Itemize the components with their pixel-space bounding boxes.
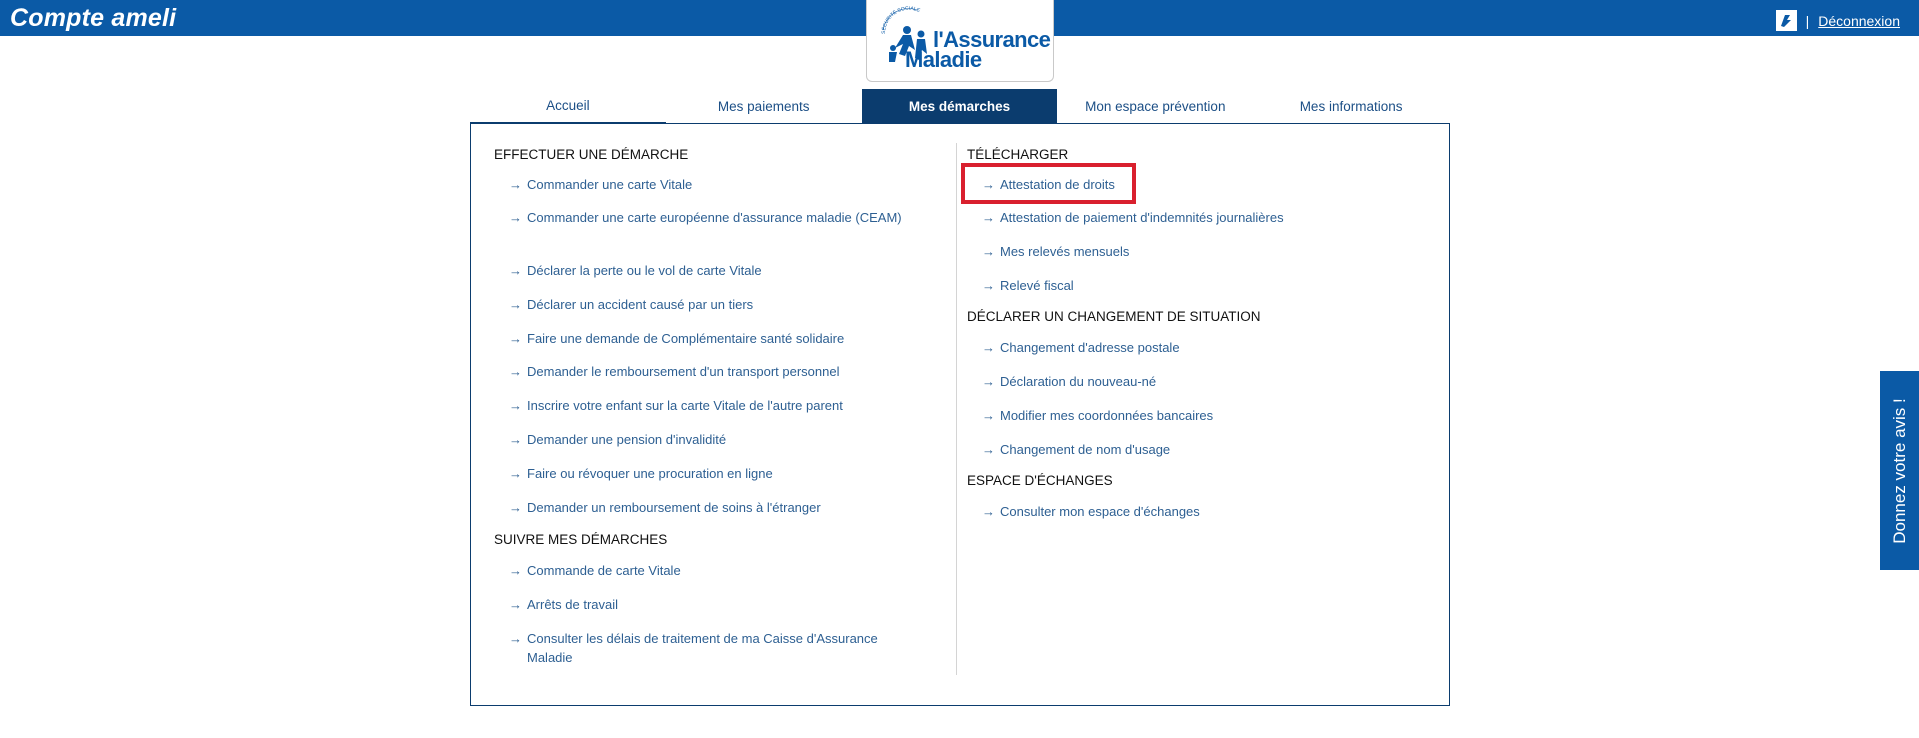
- column-divider: [956, 143, 957, 675]
- section-title-changement: DÉCLARER UN CHANGEMENT DE SITUATION: [967, 309, 1261, 324]
- arrow-right-icon: →: [982, 442, 995, 457]
- tab-mes-paiements[interactable]: Mes paiements: [717, 98, 810, 114]
- top-actions: [1776, 10, 1900, 31]
- link-commander-ceam[interactable]: [509, 208, 907, 227]
- arrow-right-icon: →: [509, 398, 522, 413]
- link-soins-etranger[interactable]: [509, 498, 907, 517]
- link-delais-traitement[interactable]: [509, 629, 907, 667]
- link-coordonnees-bancaires[interactable]: [982, 406, 1420, 425]
- link-label: Commande de carte Vitale: [527, 563, 681, 578]
- logo-text-line2: Maladie: [905, 47, 982, 72]
- link-label: Consulter mon espace d'échanges: [1000, 504, 1200, 519]
- link-label: Changement d'adresse postale: [1000, 340, 1180, 355]
- link-accident-tiers[interactable]: [509, 295, 907, 314]
- link-label: Commander une carte Vitale: [527, 177, 693, 192]
- arrow-right-icon: →: [982, 374, 995, 389]
- arrow-right-icon: →: [509, 631, 522, 646]
- assurance-maladie-logo[interactable]: [866, 0, 1054, 82]
- logo-text: [905, 27, 1051, 72]
- feedback-label: Donnez votre avis !: [1889, 397, 1909, 544]
- highlight-box: [961, 163, 1136, 204]
- link-complementaire-sante[interactable]: [509, 329, 907, 348]
- link-nouveau-ne[interactable]: [982, 372, 1420, 391]
- link-label: Demander un remboursement de soins à l'étranger: [527, 500, 821, 515]
- arrow-right-icon: →: [509, 331, 522, 346]
- tab-mon-espace-prevention[interactable]: Mon espace prévention: [1085, 98, 1226, 114]
- link-releves-mensuels[interactable]: [982, 242, 1420, 261]
- arrow-right-icon: →: [509, 263, 522, 278]
- link-label: Déclaration du nouveau-né: [1000, 374, 1157, 389]
- svg-text:SÉCURITÉ SOCIALE: [880, 6, 921, 34]
- link-label: Relevé fiscal: [1000, 278, 1074, 293]
- link-label: Attestation de droits: [1000, 177, 1115, 192]
- arrow-right-icon: →: [509, 364, 522, 379]
- arrow-right-icon: →: [982, 504, 995, 519]
- link-commande-carte-vitale[interactable]: [509, 561, 907, 580]
- link-label: Faire une demande de Complémentaire santé solidaire: [527, 331, 845, 346]
- arrow-right-icon: →: [509, 563, 522, 578]
- link-label: Changement de nom d'usage: [1000, 442, 1171, 457]
- arrow-right-icon: →: [982, 177, 995, 192]
- logout-link[interactable]: Déconnexion: [1818, 12, 1900, 29]
- arrow-right-icon: →: [982, 340, 995, 355]
- arrow-right-icon: →: [982, 244, 995, 259]
- logo-arc-text: SÉCURITÉ SOCIALE: [880, 5, 921, 35]
- link-transport-personnel[interactable]: [509, 362, 907, 381]
- tab-mes-informations[interactable]: Mes informations: [1299, 98, 1403, 114]
- section-title-echanges: ESPACE D'ÉCHANGES: [967, 473, 1113, 488]
- link-label: Inscrire votre enfant sur la carte Vitale de l'autre parent: [527, 398, 843, 413]
- link-label: Faire ou révoquer une procuration en ligne: [527, 466, 773, 481]
- arrow-right-icon: →: [509, 597, 522, 612]
- link-inscrire-enfant[interactable]: [509, 396, 907, 415]
- link-perte-vol-carte[interactable]: [509, 261, 907, 280]
- tab-accueil[interactable]: Accueil: [470, 89, 666, 124]
- link-label: Demander une pension d'invalidité: [527, 432, 727, 447]
- accessibility-icon[interactable]: [1776, 10, 1797, 31]
- link-label: Attestation de paiement d'indemnités journalières: [1000, 210, 1284, 225]
- section-title-telecharger: TÉLÉCHARGER: [967, 147, 1069, 162]
- tab-mes-demarches[interactable]: Mes démarches: [862, 89, 1058, 123]
- arrow-right-icon: →: [509, 210, 522, 225]
- link-changement-adresse[interactable]: [982, 338, 1420, 357]
- logo-text-line1: l'Assurance: [933, 27, 1051, 52]
- link-arrets-travail[interactable]: [509, 595, 907, 614]
- link-label: Arrêts de travail: [527, 597, 619, 612]
- feedback-button[interactable]: [1880, 371, 1919, 570]
- arrow-right-icon: →: [509, 432, 522, 447]
- main-tabs: [470, 89, 1449, 123]
- link-releve-fiscal[interactable]: [982, 276, 1420, 295]
- arrow-right-icon: →: [509, 466, 522, 481]
- link-nom-usage[interactable]: [982, 440, 1420, 459]
- link-label: Déclarer la perte ou le vol de carte Vitale: [527, 263, 762, 278]
- link-attestation-indemnites[interactable]: [982, 208, 1420, 227]
- separator: |: [1805, 12, 1810, 29]
- link-label: Commander une carte européenne d'assurance maladie (CEAM): [527, 210, 902, 225]
- arrow-right-icon: →: [982, 278, 995, 293]
- link-commander-carte-vitale[interactable]: [509, 175, 907, 194]
- arrow-right-icon: →: [509, 500, 522, 515]
- link-label: Déclarer un accident causé par un tiers: [527, 297, 754, 312]
- link-label: Consulter les délais de traitement de ma Caisse d'Assurance Maladie: [527, 631, 878, 665]
- link-procuration[interactable]: [509, 464, 907, 483]
- brand-title: Compte ameli: [10, 4, 177, 32]
- link-label: Mes relevés mensuels: [1000, 244, 1130, 259]
- link-label: Demander le remboursement d'un transport personnel: [527, 364, 840, 379]
- link-label: Modifier mes coordonnées bancaires: [1000, 408, 1214, 423]
- arrow-right-icon: →: [509, 177, 522, 192]
- link-espace-echanges[interactable]: [982, 502, 1420, 521]
- arrow-right-icon: →: [509, 297, 522, 312]
- section-title-effectuer: EFFECTUER UNE DÉMARCHE: [494, 147, 689, 162]
- section-title-suivre: SUIVRE MES DÉMARCHES: [494, 532, 668, 547]
- link-pension-invalidite[interactable]: [509, 430, 907, 449]
- arrow-right-icon: →: [982, 210, 995, 225]
- arrow-right-icon: →: [982, 408, 995, 423]
